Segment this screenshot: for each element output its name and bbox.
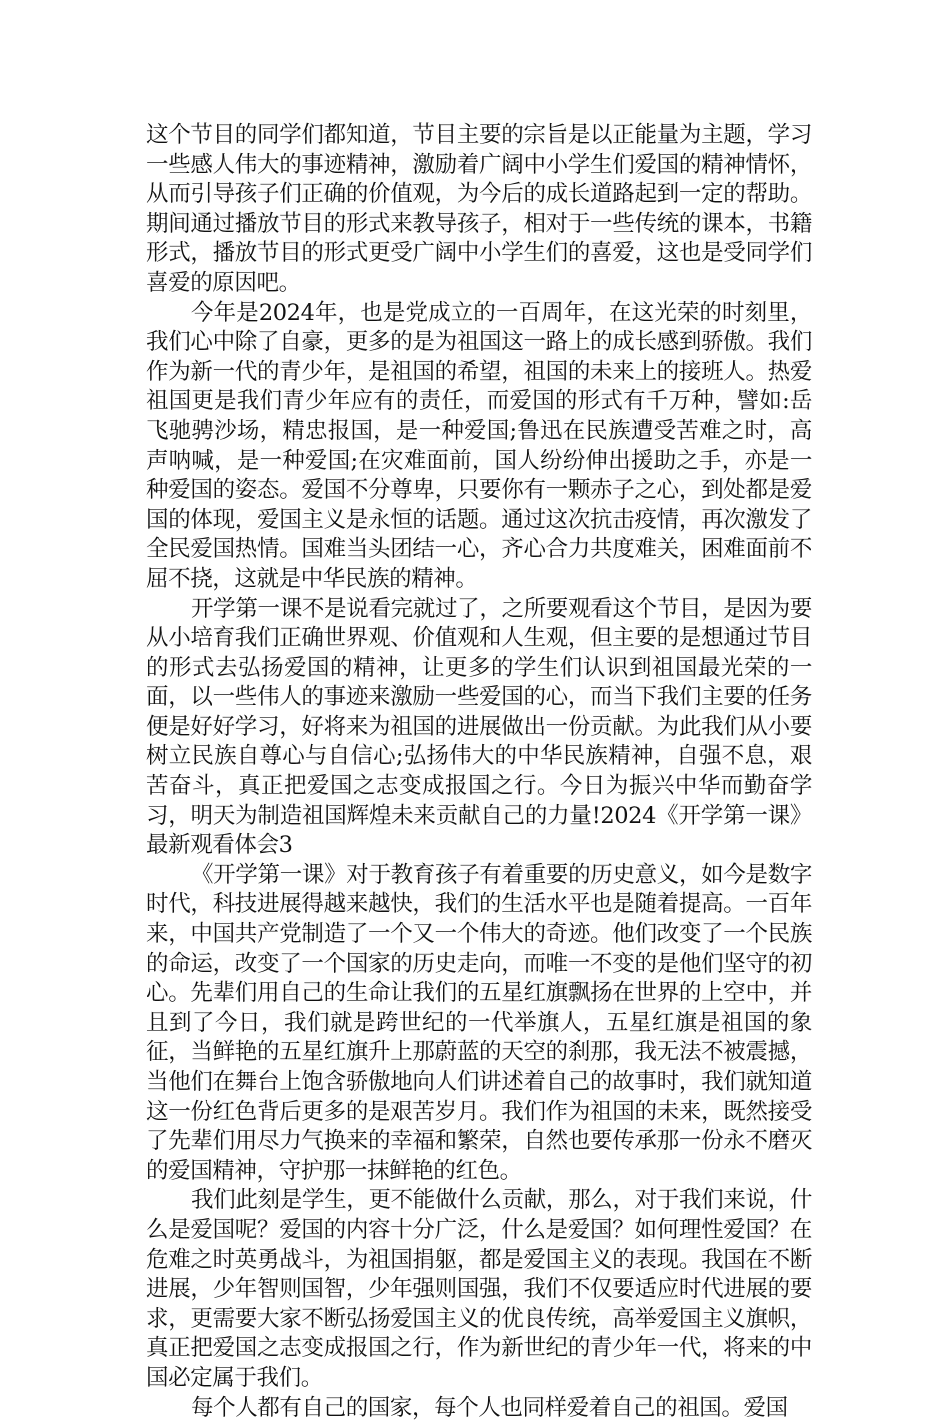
paragraph-4: 《开学第一课》对于教育孩子有着重要的历史意义，如今是数字时代，科技进展得越来越快，我们的生活水平也是随着提高。一百年来，中国共产党制造了一个又一个伟大的奇迹。他们改变了一个民族的命运，改变了一个国家的历史走向，而唯一不变的是他们坚守的初心。先辈们用自己的生命让我们的五星红旗飘扬在世界的上空中，并且到了今日，我们就是跨世纪的一代举旗人，五星红旗是祖国的象征，当鲜艳的五星红旗升上那蔚蓝的天空的刹那，我无法不被震撼，当他们在舞台上饱含骄傲地向人们讲述着自己的故事时，我们就知道这一份红色背后更多的是艰苦岁月。我们作为祖国的未来，既然接受了先辈们用尽力气换来的幸福和繁荣，自然也要传承那一份永不磨灭的爱国精神，守护那一抹鲜艳的红色。: [146, 861, 812, 1184]
paragraph-5: 我们此刻是学生，更不能做什么贡献，那么，对于我们来说，什么是爱国呢？爱国的内容十分广泛，什么是爱国？如何理性爱国？在危难之时英勇战斗，为祖国捐躯，都是爱国主义的表现。我国在不断进展，少年智则国智，少年强则国强，我们不仅要适应时代进展的要求，更需要大家不断弘扬爱国主义的优良传统，高举爱国主义旗帜，真正把爱国之志变成报国之行，作为新世纪的青少年一代，将来的中国必定属于我们。: [146, 1187, 812, 1391]
paragraph-3: 开学第一课不是说看完就过了，之所要观看这个节目，是因为要从小培育我们正确世界观、价值观和人生观，但主要的是想通过节目的形式去弘扬爱国的精神，让更多的学生们认识到祖国最光荣的一面，以一些伟人的事迹来激励一些爱国的心，而当下我们主要的任务便是好好学习，好将来为祖国的进展做出一份贡献。为此我们从小要树立民族自尊心与自信心;弘扬伟大的中华民族精神，自强不息，艰苦奋斗，真正把爱国之志变成报国之行。今日为振兴中华而勤奋学习，明天为制造祖国辉煌未来贡献自己的力量!2024《开学第一课》最新观看体会3: [146, 595, 812, 859]
paragraph-1: 这个节目的同学们都知道，节目主要的宗旨是以正能量为主题，学习一些感人伟大的事迹精神，激励着广阔中小学生们爱国的精神情怀，从而引导孩子们正确的价值观，为今后的成长道路起到一定的帮助。期间通过播放节目的形式来教导孩子，相对于一些传统的课本，书籍形式，播放节目的形式更受广阔中小学生们的喜爱，这也是受同学们喜爱的原因吧。: [146, 122, 812, 296]
document-body: [146, 121, 812, 1423]
paragraph-2: 今年是2024年，也是党成立的一百周年，在这光荣的时刻里，我们心中除了自豪，更多的是为祖国这一路上的成长感到骄傲。我们作为新一代的青少年，是祖国的希望，祖国的未来上的接班人。热爱祖国更是我们青少年应有的责任，而爱国的形式有千万种，譬如:岳飞驰骋沙场，精忠报国，是一种爱国;鲁迅在民族遭受苦难之时，高声呐喊，是一种爱国;在灾难面前，国人纷纷伸出援助之手，亦是一种爱国的姿态。爱国不分尊卑，只要你有一颗赤子之心，到处都是爱国的体现，爱国主义是永恒的话题。通过这次抗击疫情，再次激发了全民爱国热情。国难当头团结一心，齐心合力共度难关，困难面前不屈不挠，这就是中华民族的精神。: [146, 299, 812, 592]
paragraph-6: 每个人都有自己的国家，每个人也同样爱着自己的祖国。爱国: [191, 1394, 788, 1421]
